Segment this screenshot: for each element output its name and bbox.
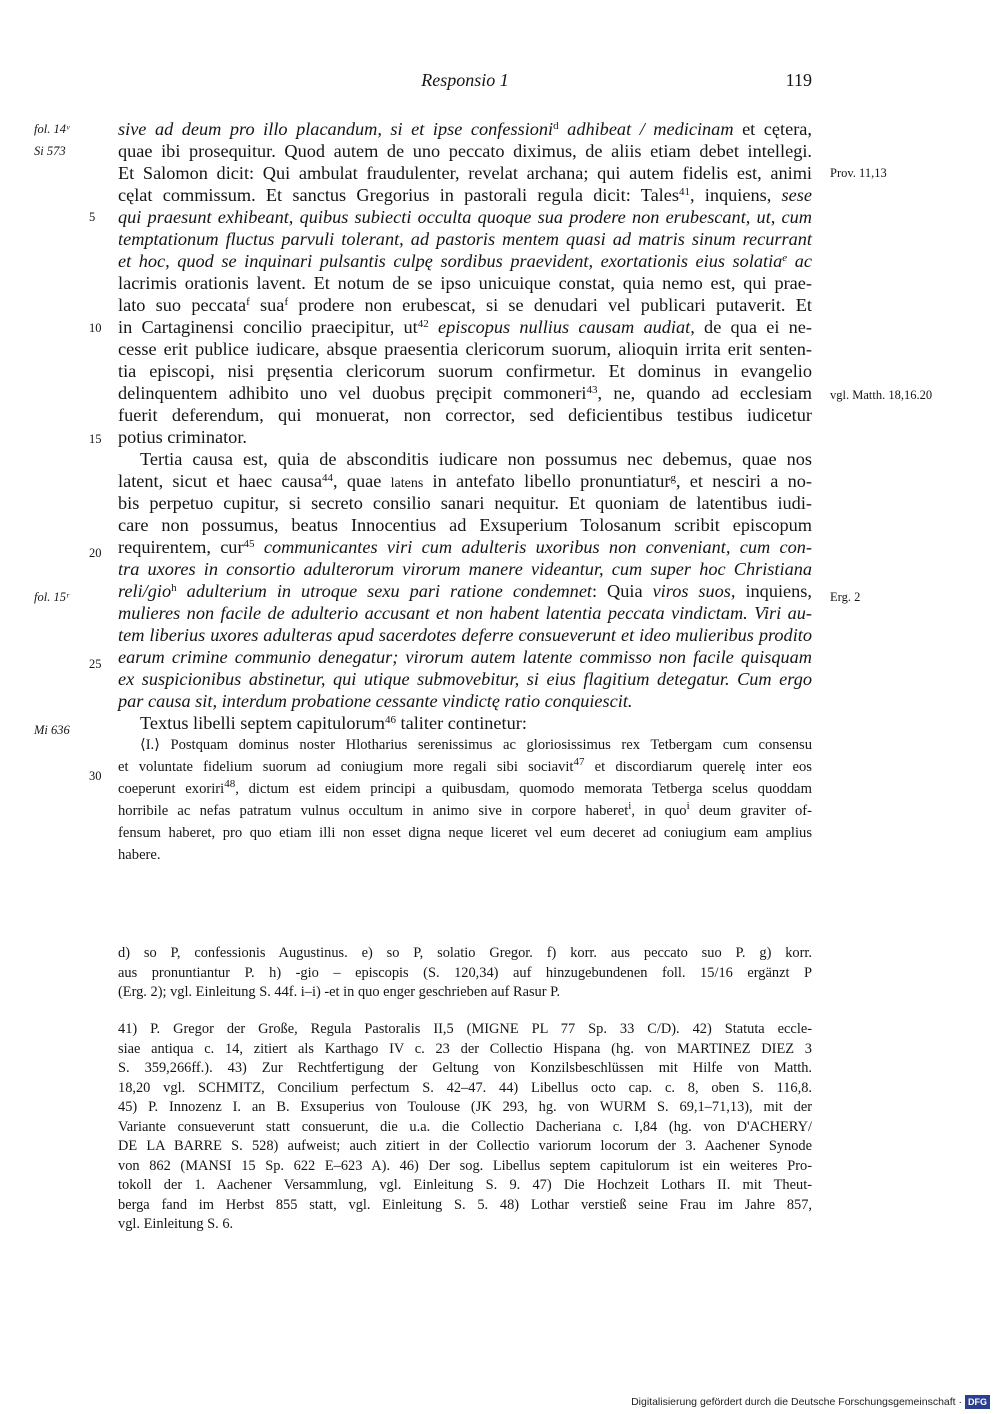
apparatus-line: d) so P, confessionis Augustinus. e) so P, solatio Gregor. f) korr. aus peccato suo P. g) korr.	[118, 945, 812, 961]
footnote-line: 45) P. Innozenz I. an B. Exsuperius von Toulouse (JK 293, hg. von WURM S. 69,1–71,13), mit der	[118, 1099, 812, 1115]
text-line: horribile ac nefas patratum vulnus occultum in animo sive in corpore haberet$^i$, in quo$^i$ deum graviter of-	[118, 800, 812, 819]
text-line: cęlat commissum. Et sanctus Gregorius in pastorali regula dicit: Tales$^{41}$, inquiens, sese	[118, 185, 813, 205]
text-line: in Cartaginensi concilio praecipitur, $ut^{42}$ episcopus nullius causam audiat, de qua ei ne-	[118, 317, 812, 337]
text-line: tia episcopi, nisi pręsentia clericorum suorum confirmetur. Et dominus in evangelio	[118, 361, 812, 381]
text-line: coeperunt exoriri$^{48}$, dictum est eidem principi a quibusdam, quomodo memorata Tetberga scelus quoddam	[118, 778, 812, 797]
bible-reference: Prov. 11,13	[830, 166, 887, 180]
text-line: temptationum fluctus parvuli tolerant, ad pastoris mentem quasi ad matris sinum recurrant	[118, 229, 812, 249]
text-line: cesse erit publice iudicare, absque praesentia clericorum suorum, alioquin irrita erit senten-	[118, 339, 812, 359]
main-text	[118, 118, 812, 866]
line-number: 20	[89, 546, 102, 560]
text-line: tem liberius uxores adulteras apud sacerdotes deferre consueverunt et ideo mulieribus prodito	[118, 625, 812, 645]
footnote-line: vgl. Einleitung S. 6.	[118, 1216, 234, 1232]
text-line: mulieres non facile de adulterio accusant et non habent latentia peccata vindictam. Viri au-	[118, 603, 812, 623]
footnote-line: S. 359,266ff.). 43) Zur Rechtfertigung der Geltung von Konzilsbeschlüssen mit Hilfe von Matth.	[118, 1060, 812, 1076]
text-line: delinquentem adhibito uno vel duobus pręcipit commoneri$^{43}$, ne, quando ad ecclesiam	[118, 383, 812, 403]
running-title: Responsio 1	[421, 70, 509, 90]
dfg-logo: DFG	[965, 1395, 990, 1409]
funding-credit-text: Digitalisierung gefördert durch die Deutsche Forschungsgemeinschaft ·	[631, 1396, 962, 1408]
footnote-line: berga fand im Herbst 855 statt, vgl. Einleitung S. 5. 48) Lothar verstieß seine Frau im Jahre 857,	[118, 1196, 812, 1213]
folio-reference: fol. 15ʳ	[34, 590, 69, 604]
edition-reference: Mi 636	[34, 723, 70, 737]
footnote-line: DE LA BARRE S. 528) aufweist; auch zitiert in der Collectio variorum locorum der 3. Aachener Synode	[118, 1138, 812, 1154]
text-line: latent, sicut et haec causa$^{44}$, quae latens in antefato libello pronuntiatur$^g$, et nesciri a no-	[118, 471, 812, 491]
footnote-line: von 862 (MANSI 15 Sp. 622 E–623 A). 46) Der sog. Libellus septem capitulorum ist ein weiteres Pro-	[118, 1157, 812, 1174]
text-line: par causa sit, interdum probatione cessante vindictę ratio conquiescit.	[118, 691, 633, 711]
text-line: ⟨I.⟩ Postquam dominus noster Hlotharius serenissimus ac gloriosissimus rex Tetbergam cum consensu	[140, 737, 812, 753]
line-number: 5	[89, 210, 96, 224]
footnote-line: 18,20 vgl. SCHMITZ, Concilium perfectum S. 42–47. 44) Libellus octo cap. c. 8, oben S. 116,8.	[118, 1079, 812, 1096]
footnote-line: tokoll der 1. Aachener Versammlung, vgl. Einleitung S. 9. 47) Die Hochzeit Lothars II. mit Theut-	[118, 1177, 812, 1193]
critical-apparatus	[118, 944, 812, 1003]
text-line: tra uxores in consortio adulterorum virorum manere videantur, cum super hoc Christiana	[118, 559, 812, 579]
edition-reference: Si 573	[34, 144, 66, 158]
text-line: earum crimine communio denegatur; virorum autem latente commisso non facile quisquam	[118, 647, 812, 667]
text-line: ex suspicionibus abstinetur, qui utique submovebitur, si eius flagitium detegatur. Cum ergo	[118, 669, 812, 689]
footnote-line: Variante consueverunt statt consuerunt, die u.a. die Collectio Dacheriana c. I,84 (hg. von D'ACHERY/	[118, 1118, 812, 1135]
footnotes	[118, 1020, 812, 1235]
supplement-reference: Erg. 2	[830, 590, 861, 604]
line-number: 25	[89, 657, 102, 671]
running-head	[118, 70, 812, 96]
text-line: potius criminator.	[118, 427, 247, 447]
text-line: lacrimis orationis lavent. Et notum de se ipso unicuique constat, quia nemo est, qui prae-	[118, 273, 812, 293]
footnote-line: 41) P. Gregor der Große, Regula Pastoralis II,5 (MIGNE PL 77 Sp. 33 C/D). 42) Statuta eccle-	[118, 1021, 812, 1037]
line-number: 30	[89, 769, 102, 783]
text-line: bis perpetuo cupitur, si secreto consilio sanari nequitur. Et quoniam de latentibus iudi-	[118, 493, 812, 513]
line-number: 15	[89, 432, 102, 446]
text-line: et hoc, quod se inquinari pulsantis culpę sordibus praevident, exortationis eius solatia$^e$ ac	[118, 251, 812, 271]
text-line: qui praesunt exhibeant, quibus subiecti occulta quoque sua prodere non erubescant, ut, cum	[118, 207, 812, 227]
text-line: fuerit deferendum, qui monuerat, non corrector, sed deficientibus testibus iudicetur	[118, 405, 812, 425]
bible-reference: vgl. Matth. 18,16.20	[830, 388, 933, 402]
funding-credit	[631, 1392, 990, 1412]
text-line: care non possumus, beatus Innocentius ad Exsuperium Tolosanum scribit episcopum	[118, 515, 812, 535]
apparatus-line: (Erg. 2); vgl. Einleitung S. 44f. i–i) -et in quo enger geschrieben auf Rasur P.	[118, 984, 561, 1000]
page-number: 119	[785, 70, 812, 90]
text-line: lato suo peccata$^f$ sua$^f$ prodere non erubescat, si se denudari vel publicari putaverit. Et	[118, 295, 812, 315]
text-line: Textus libelli septem capitulorum$^{46}$ taliter continetur:	[140, 713, 527, 733]
text-line: habere.	[118, 847, 161, 863]
text-line: quae ibi prosequitur. Quod autem de uno peccato diximus, de aliis etiam debet intellegi.	[118, 141, 812, 161]
text-line: Et Salomon dicit: Qui ambulat fraudulenter, revelat archana; qui autem fidelis est, animi	[118, 163, 812, 183]
apparatus-line: aus pronuntiantur P. h) -gio – episcopis (S. 120,34) auf hinzugebundenen foll. 15/16 ergänzt P	[118, 964, 812, 981]
text-line: requirentem, cur$^{45}$ communicantes viri cum adulteris uxoribus non conveniant, cum con-	[118, 537, 812, 557]
text-line: et voluntate fidelium suorum ad coniugium more regali sibi sociavit$^{47}$ et discordiarum querelę inter eos	[118, 756, 812, 775]
text-line: Tertia causa est, quia de absconditis iudicare non possumus nec debemus, quae nos	[140, 449, 812, 469]
line-number: 10	[89, 321, 102, 335]
text-line: sive ad deum pro illo placandum, si et ipse confessioni$^d$ adhibeat / medicinam et cętera,	[118, 119, 812, 139]
text-line: reli/gio$^h$ adulterium in utroque sexu pari ratione condemnet: Quia viros suos, inquiens,	[118, 581, 812, 601]
footnote-line: siae antiqua c. 14, zitiert als Karthago IV c. 23 der Collectio Hispana (hg. von MARTINEZ DIEZ 3	[118, 1040, 812, 1057]
text-line: fensum haberet, pro quo etiam illi non esset digna neque liceret vel eum deceret ad coniugium eam amplius	[118, 825, 812, 841]
folio-reference: fol. 14ᵛ	[34, 122, 70, 136]
